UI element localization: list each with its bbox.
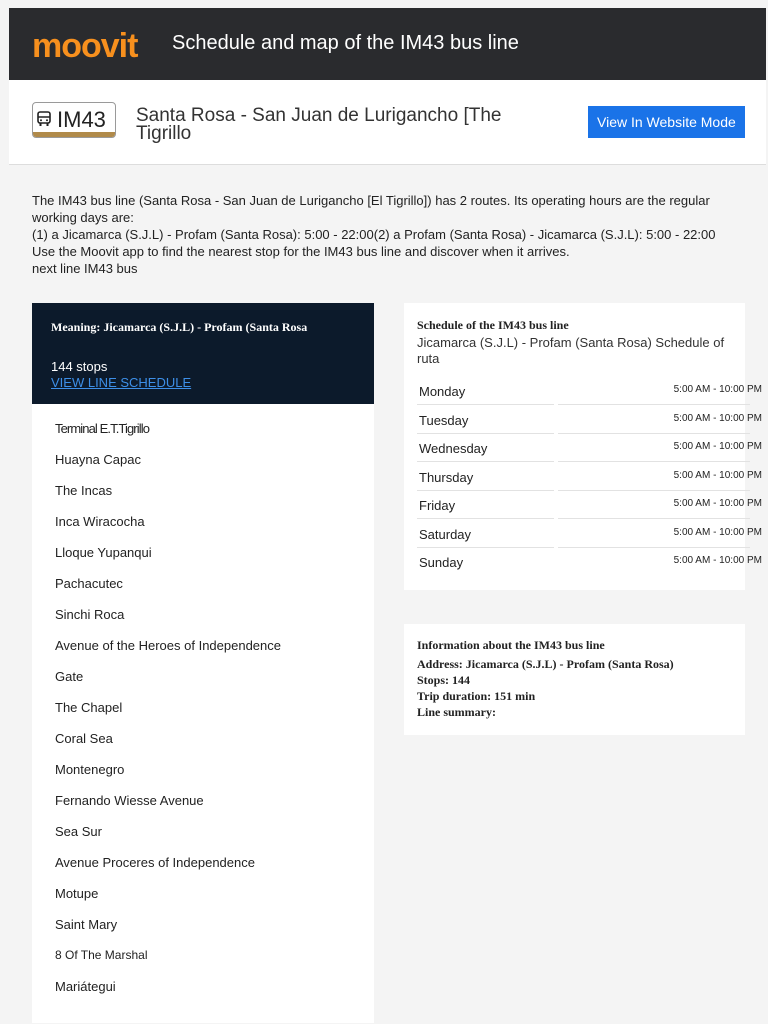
stop-item[interactable]: Pachacutec	[55, 576, 123, 591]
route-header	[32, 303, 374, 404]
route-stops-count: 144 stops	[51, 359, 108, 374]
stop-item[interactable]: Fernando Wiesse Avenue	[55, 793, 204, 808]
row-divider	[417, 490, 554, 491]
stop-item[interactable]: Saint Mary	[55, 917, 118, 932]
stop-item[interactable]: Terminal E.T.Tigrillo	[55, 421, 150, 436]
line-description	[32, 192, 752, 277]
info-title: Information about the IM43 bus line	[417, 638, 605, 652]
day-name: Tuesday	[419, 412, 469, 428]
row-divider	[417, 404, 554, 405]
day-hours: 5:00 AM - 10:00 PM	[673, 441, 762, 452]
day-hours: 5:00 AM - 10:00 PM	[673, 498, 762, 509]
line-info-card	[404, 624, 745, 735]
day-hours: 5:00 AM - 10:00 PM	[673, 384, 762, 395]
schedule-row	[417, 522, 762, 548]
stop-item[interactable]: Avenue Proceres of Independence	[55, 855, 255, 870]
stop-item[interactable]: Inca Wiracocha	[55, 514, 145, 529]
day-name: Thursday	[419, 469, 474, 485]
stop-item[interactable]: Gate	[55, 669, 84, 684]
day-name: Monday	[419, 384, 466, 399]
day-hours: 5:00 AM - 10:00 PM	[673, 555, 762, 566]
row-divider	[558, 547, 750, 548]
schedule-card	[404, 303, 762, 590]
schedule-row	[417, 493, 762, 519]
route-card	[32, 303, 374, 1023]
row-divider	[558, 518, 750, 519]
stop-item[interactable]: Mariátegui	[55, 979, 116, 994]
line-header	[9, 80, 766, 165]
day-hours: 5:00 AM - 10:00 PM	[673, 412, 762, 424]
row-divider	[417, 518, 554, 519]
row-divider	[558, 490, 750, 491]
schedule-row	[417, 379, 762, 405]
page-title: Schedule and map of the IM43 bus line	[172, 32, 519, 54]
stop-item[interactable]: Motupe	[55, 886, 99, 901]
stop-item[interactable]: Coral Sea	[55, 731, 113, 746]
stop-item[interactable]: Sea Sur	[55, 824, 102, 839]
info-address: Address: Jicamarca (S.J.L) - Profam (Santa Rosa)	[417, 657, 674, 671]
stop-item[interactable]: Avenue of the Heroes of Independence	[55, 638, 281, 653]
info-summary: Line summary:	[417, 705, 496, 719]
day-name: Wednesday	[419, 441, 488, 456]
schedule-row	[417, 436, 762, 462]
day-hours: 5:00 AM - 10:00 PM	[673, 526, 762, 538]
stop-item[interactable]: Sinchi Roca	[55, 607, 125, 622]
day-name: Sunday	[419, 555, 464, 570]
stop-item[interactable]: The Chapel	[55, 700, 123, 715]
description-text: The IM43 bus line (Santa Rosa - San Juan de Lurigancho [El Tigrillo]) has 2 routes. Its operating hours are the regular working days are:	[32, 193, 710, 225]
description-text: (1) a Jicamarca (S.J.L) - Profam (Santa Rosa): 5:00 - 22:00(2) a Profam (Santa Rosa) - Jicamarca (S.J.L): 5:00 - 22:00	[32, 227, 716, 242]
description-text: next line IM43 bus	[32, 261, 138, 276]
row-divider	[417, 461, 554, 462]
day-name: Friday	[419, 498, 456, 513]
stop-item[interactable]: 8 Of The Marshal	[55, 948, 148, 962]
schedule-subtitle: Jicamarca (S.J.L) - Profam (Santa Rosa) Schedule of ruta	[417, 335, 725, 366]
description-text: Use the Moovit app to find the nearest stop for the IM43 bus line and discover when it arrives.	[32, 244, 570, 259]
line-badge	[32, 102, 116, 138]
view-line-schedule-link[interactable]: VIEW LINE SCHEDULE	[51, 375, 192, 390]
top-bar	[9, 8, 766, 80]
line-name: Santa Rosa - San Juan de Lurigancho [The Tigrillo	[136, 105, 502, 144]
row-divider	[417, 547, 554, 548]
row-divider	[558, 404, 750, 405]
stop-item[interactable]: The Incas	[55, 483, 113, 498]
info-stops: Stops: 144	[417, 673, 471, 687]
line-code: IM43	[57, 107, 106, 132]
stop-item[interactable]: Lloque Yupanqui	[55, 545, 152, 560]
day-name: Saturday	[419, 526, 472, 542]
schedule-row	[417, 408, 762, 434]
schedule-row	[417, 550, 762, 576]
row-divider	[558, 461, 750, 462]
moovit-logo[interactable]: moovit	[32, 27, 138, 65]
stop-item[interactable]: Huayna Capac	[55, 452, 141, 467]
stop-item[interactable]: Montenegro	[55, 762, 125, 777]
row-divider	[417, 433, 554, 434]
schedule-row	[417, 465, 762, 491]
day-hours: 5:00 AM - 10:00 PM	[673, 469, 762, 481]
info-duration: Trip duration: 151 min	[417, 689, 536, 703]
schedule-title: Schedule of the IM43 bus line	[417, 318, 569, 332]
view-website-mode-button[interactable]: View In Website Mode	[588, 106, 745, 138]
bus-icon	[37, 111, 51, 127]
route-direction: Meaning: Jicamarca (S.J.L) - Profam (Santa Rosa	[51, 320, 308, 334]
row-divider	[558, 433, 750, 434]
